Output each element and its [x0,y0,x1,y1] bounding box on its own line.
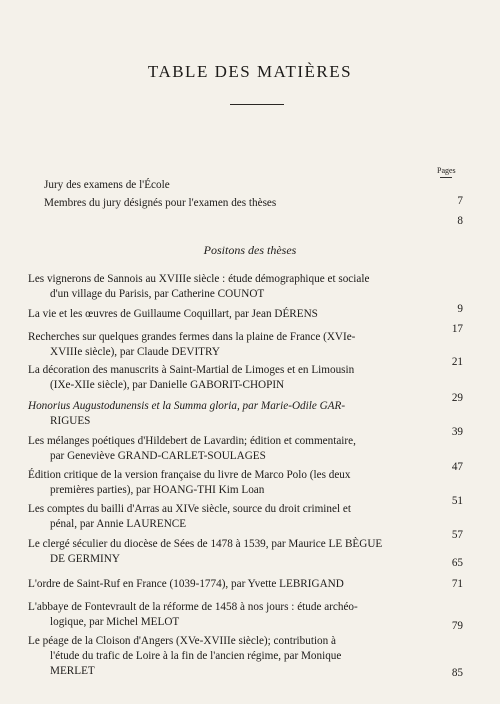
toc-entry [28,399,463,438]
entry-line: XVIIIe siècle), par Claude DEVITRY [50,346,220,358]
pages-column-header [437,166,456,178]
title-rule [230,104,284,105]
entry-line: par Geneviève GRAND-CARLET-SOULAGES [50,450,266,462]
entry-page: 8 [457,215,463,227]
entry-page: 7 [457,195,463,207]
entry-page: 51 [451,495,463,507]
entry-line: Le clergé séculier du diocèse de Sées de 1478 à 1539, par Maurice LE BÈGUE [28,538,383,550]
toc-entry-membres [44,196,463,227]
entry-page: 21 [451,356,463,368]
toc-entry [28,537,461,567]
entry-line: premières parties), par HOANG-THI Kim Loan [50,484,265,496]
entry-page: 71 [451,578,463,590]
entry-line: Les comptes du bailli d'Arras au XIVe siècle, source du droit criminel et [28,503,351,515]
entry-line: pénal, par Annie LAURENCE [50,518,187,530]
entry-page: 17 [451,323,463,335]
pages-label: Pages [437,166,456,175]
entry-line: La vie et les œuvres de Guillaume Coquillart, par Jean DÉRENS [28,308,318,320]
entry-text: Membres du jury désignés pour l'examen des thèses [44,197,277,209]
page-title: TABLE DES MATIÈRES [147,62,353,81]
entry-line: L'abbaye de Fontevrault de la réforme de 1458 à nos jours : étude archéo- [28,601,358,613]
entry-page: 57 [451,529,463,541]
entry-page: 29 [451,392,463,404]
entry-page: 79 [451,620,463,632]
toc-entry [28,468,463,507]
entry-line: MERLET [50,665,95,677]
toc-entry [28,434,463,473]
entry-line: Les vignerons de Sannois au XVIIIe siècle : étude démographique et sociale [28,273,370,285]
toc-entry [28,600,461,630]
entry-line: logique, par Michel MELOT [50,616,180,628]
entry-line: RIGUES [50,415,91,427]
toc-entry [28,330,463,368]
entry-line: Recherches sur quelques grandes fermes dans la plaine de France (XVIe- [28,331,356,343]
entry-line: (IXe-XIIe siècle), par Danielle GABORIT-CHOPIN [50,379,285,391]
entry-line: Édition critique de la version française du livre de Marco Polo (les deux [28,469,351,481]
entry-line: La décoration des manuscrits à Saint-Martial de Limoges et en Limousin [28,364,355,376]
entry-line: d'un village du Parisis, par Catherine COUNOT [50,288,265,300]
entry-page: 47 [451,461,463,473]
toc-entry [28,363,463,404]
entry-line: Honorius Augustodunensis et la Summa gloria, par Marie-Odile GAR- [28,400,346,412]
entry-line: Le péage de la Cloison d'Angers (XVe-XVIIIe siècle); contribution à [28,635,337,647]
entry-line: l'étude du trafic de Loire à la fin de l'ancien régime, par Monique [50,650,342,662]
toc-entry [28,502,463,541]
entry-line: DE GERMINY [50,553,120,565]
entry-page: 39 [451,426,463,438]
section-title: Positons des thèses [203,243,297,257]
toc-entry [28,577,461,592]
entry-text: Jury des examens de l'École [44,179,170,191]
entry-page: 85 [451,667,463,679]
entry-line: L'ordre de Saint-Ruf en France (1039-1774), par Yvette LEBRIGAND [28,578,344,590]
entry-page: 9 [457,303,463,315]
toc-entry [28,634,461,679]
toc-entry [28,307,463,335]
entry-page: 65 [451,557,463,569]
entry-line: Les mélanges poétiques d'Hildebert de Lavardin; édition et commentaire, [28,435,356,447]
